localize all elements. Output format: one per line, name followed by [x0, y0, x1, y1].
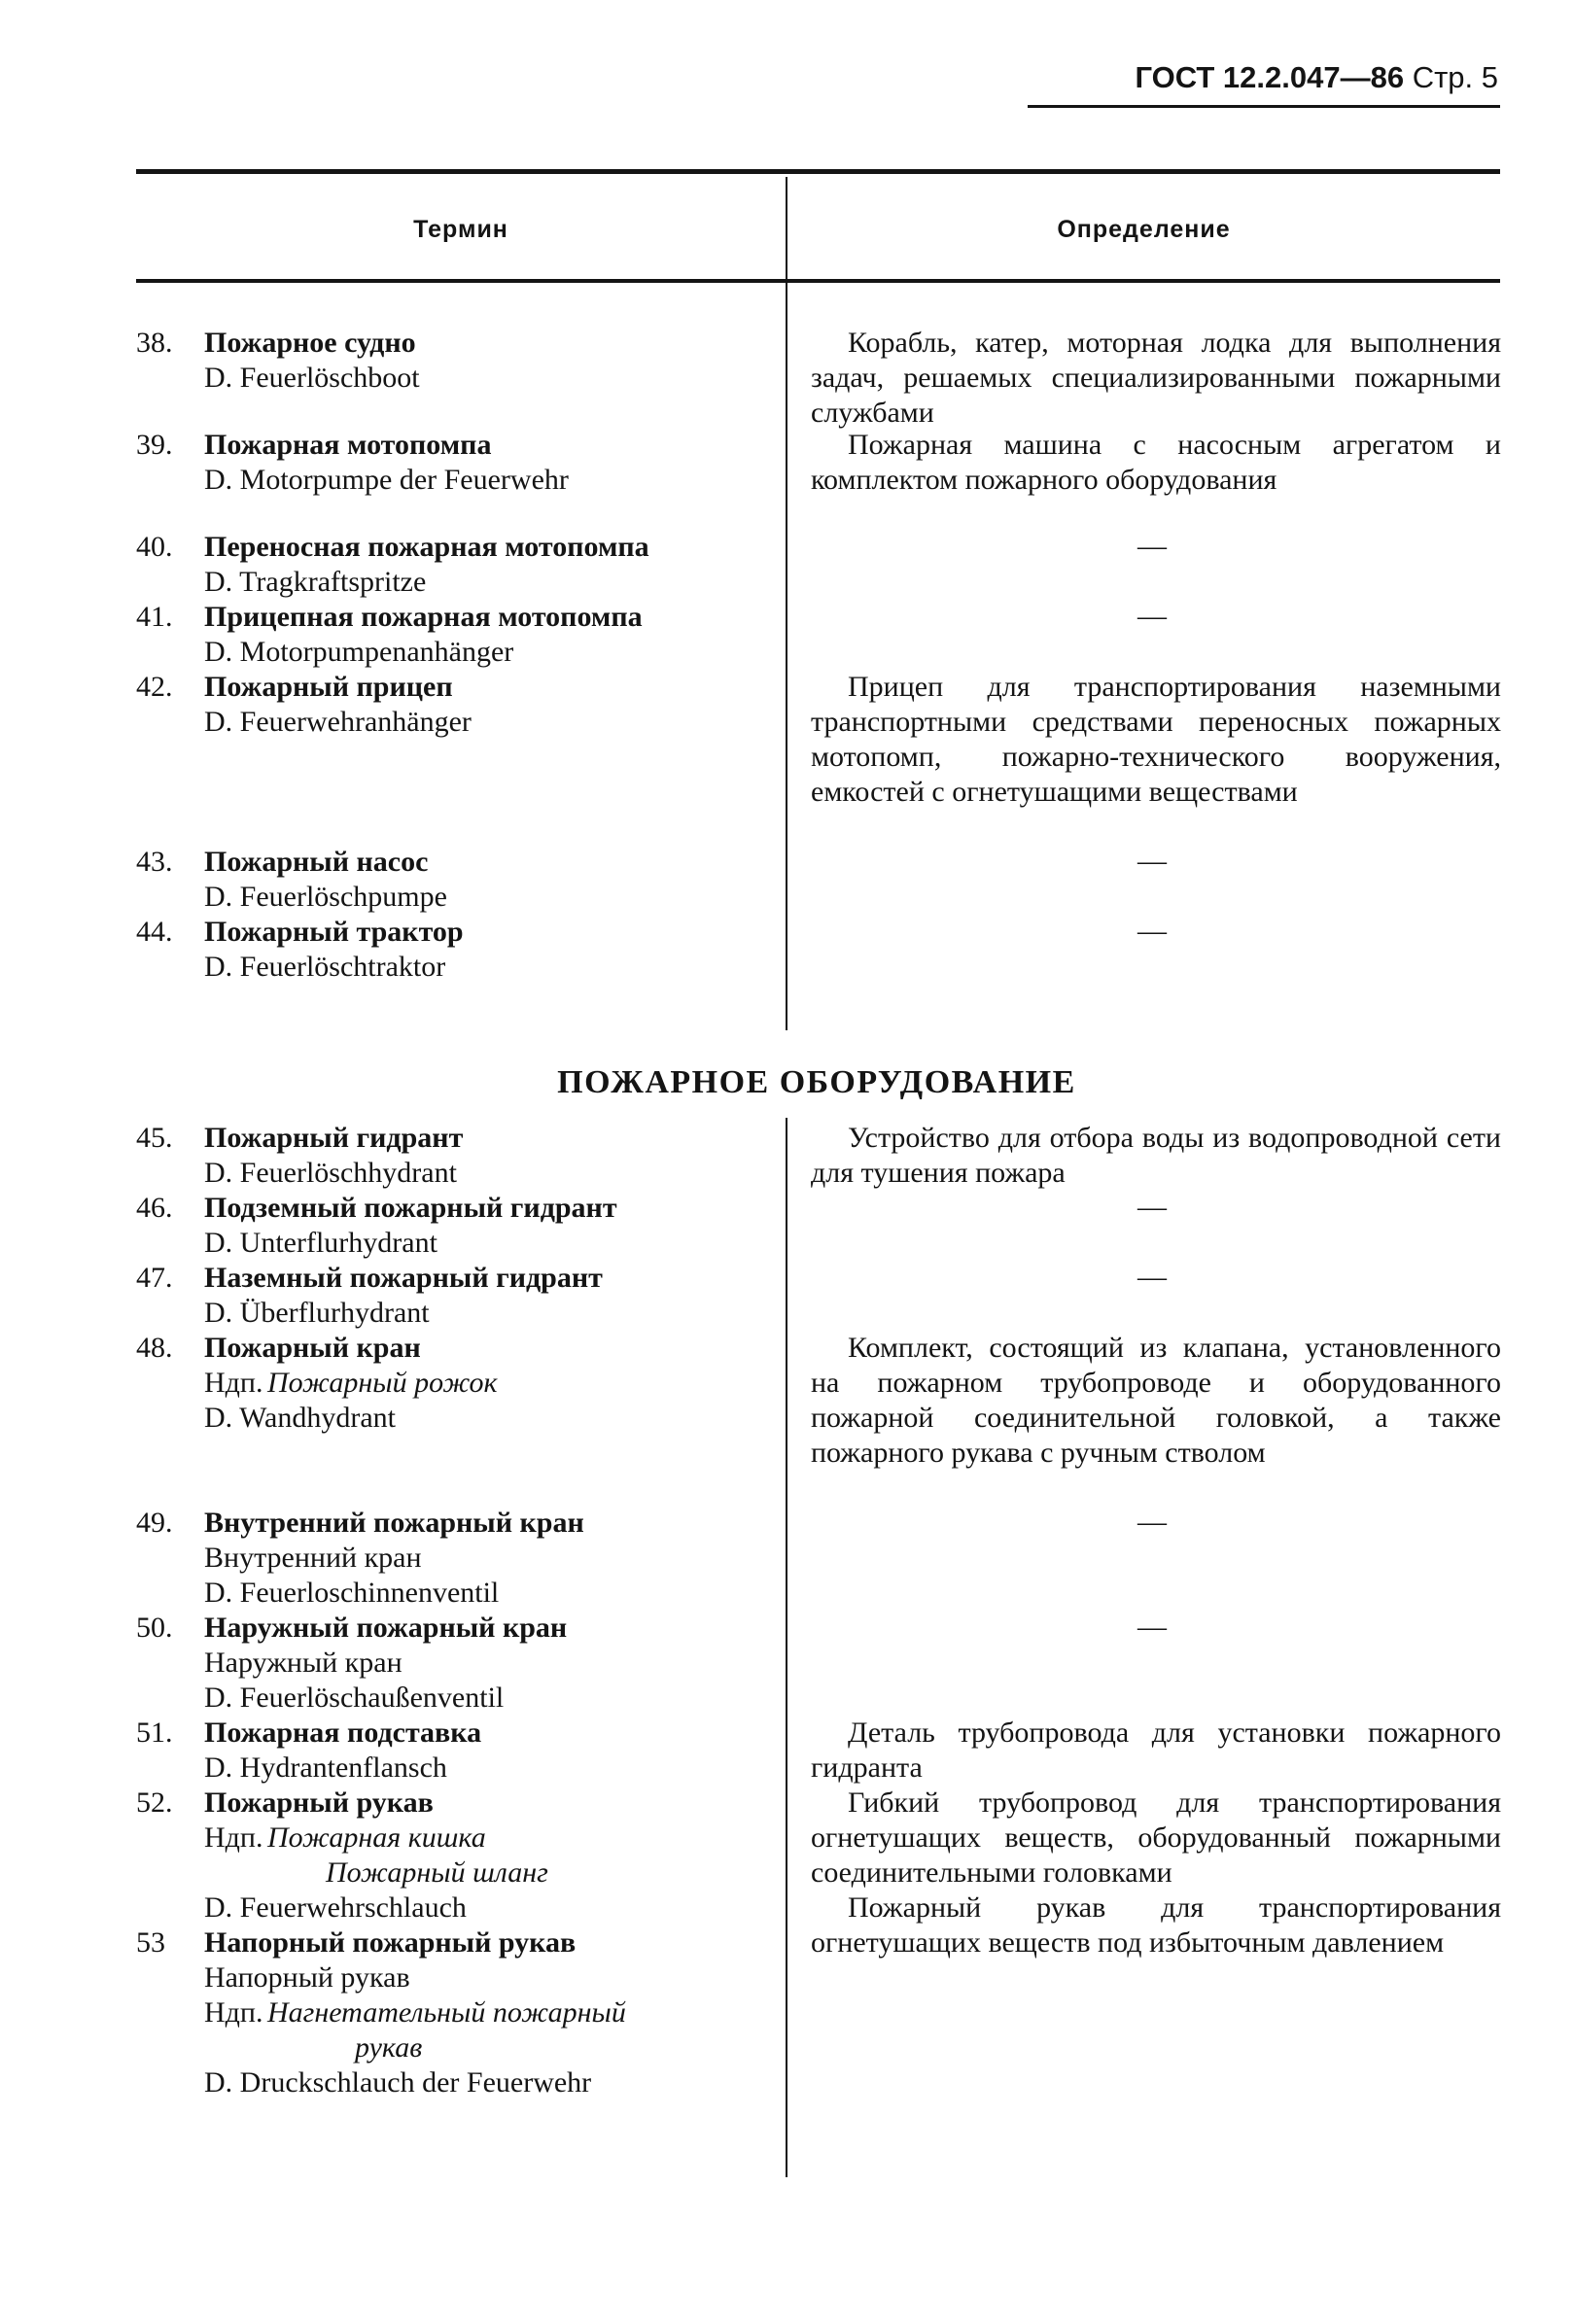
term-line — [136, 1856, 778, 1890]
deprecated-label: Ндп. — [204, 1821, 263, 1854]
term-line — [136, 880, 778, 915]
term-entry — [136, 1925, 778, 2100]
term-line — [136, 1506, 778, 1541]
definition-text — [811, 1716, 1501, 1786]
term-line — [136, 1960, 778, 1995]
german-equivalent: D. Feuerlöschboot — [204, 362, 420, 394]
term-line — [136, 1541, 778, 1576]
deprecated-term: Нагнетательный пожарный — [267, 1996, 626, 2029]
term-number: 50. — [136, 1612, 173, 1644]
deprecated-term: Пожарный рожок — [267, 1367, 498, 1399]
term-number: 40. — [136, 531, 173, 563]
term-line — [136, 1681, 778, 1716]
definition-paragraph: Устройство для отбора воды из водопроводной сети для тушения пожара — [811, 1122, 1501, 1189]
term-entry — [136, 1121, 778, 1191]
term-line — [136, 463, 778, 498]
column-header-definition: Определение — [1057, 216, 1231, 243]
term-name: Пожарная мотопомпа — [204, 429, 492, 461]
definition-dash: — — [1137, 600, 1167, 632]
deprecated-label: Ндп. — [204, 1996, 263, 2029]
term-name: Наружный пожарный кран — [204, 1612, 568, 1644]
term-entry — [136, 530, 778, 600]
term-line — [136, 428, 778, 463]
term-line — [136, 1716, 778, 1751]
definition-dash: — — [1137, 1191, 1167, 1223]
deprecated-label: Ндп. — [204, 1367, 263, 1399]
definition-paragraph: Гибкий трубопровод для транспортирования огнетушащих веществ, оборудованный пожарными соединительными головками — [811, 1786, 1501, 1889]
column-divider — [786, 1118, 787, 2177]
german-equivalent: D. Unterflurhydrant — [204, 1227, 437, 1259]
term-line — [136, 915, 778, 950]
german-equivalent: D. Wandhydrant — [204, 1402, 396, 1434]
definition-dash: — — [1137, 1506, 1167, 1538]
term-name: Переносная пожарная мотопомпа — [204, 531, 649, 563]
term-line — [136, 1296, 778, 1331]
term-entry — [136, 428, 778, 498]
term-number: 41. — [136, 601, 173, 633]
term-line — [136, 600, 778, 635]
german-equivalent: D. Feuerloschinnenventil — [204, 1577, 500, 1609]
term-number: 51. — [136, 1717, 173, 1749]
term-line — [136, 1995, 778, 2030]
term-name: Пожарная подставка — [204, 1717, 482, 1749]
term-number: 43. — [136, 846, 173, 878]
term-line — [136, 1401, 778, 1436]
term-entry — [136, 600, 778, 670]
term-name: Пожарный трактор — [204, 916, 464, 948]
term-line — [136, 2065, 778, 2100]
term-entry — [136, 1716, 778, 1786]
term-number: 47. — [136, 1262, 173, 1294]
definition-text — [811, 1331, 1501, 1471]
term-entry — [136, 915, 778, 985]
term-line — [136, 845, 778, 880]
table-top-rule — [136, 169, 1500, 174]
term-name: Пожарное судно — [204, 327, 416, 359]
term-number: 39. — [136, 429, 173, 461]
definition-dash: — — [1137, 915, 1167, 947]
column-divider — [786, 177, 787, 1030]
german-equivalent: D. Feuerlöschtraktor — [204, 951, 446, 983]
definition-text — [811, 1890, 1501, 1960]
term-line — [136, 1646, 778, 1681]
term-number: 45. — [136, 1122, 173, 1154]
term-synonym: Наружный кран — [204, 1647, 402, 1679]
definition-paragraph: Корабль, катер, моторная лодка для выполнения задач, решаемых специализированными пожарными службами — [811, 327, 1501, 429]
definition-text — [811, 428, 1501, 498]
german-equivalent: D. Feuerwehranhänger — [204, 706, 472, 738]
term-number: 53 — [136, 1926, 165, 1959]
term-line — [136, 1751, 778, 1786]
term-number: 46. — [136, 1192, 173, 1224]
definition-dash: — — [1137, 1611, 1167, 1643]
term-line — [136, 705, 778, 740]
page-header — [1135, 60, 1498, 95]
term-line — [136, 1261, 778, 1296]
term-line — [136, 1226, 778, 1261]
column-header-term: Термин — [413, 216, 508, 243]
term-name: Внутренний пожарный кран — [204, 1507, 584, 1539]
term-line — [136, 326, 778, 361]
german-equivalent: D. Hydrantenflansch — [204, 1752, 447, 1784]
term-entry — [136, 670, 778, 740]
term-line — [136, 2030, 778, 2065]
term-name: Пожарный рукав — [204, 1786, 434, 1819]
definition-dash: — — [1137, 1261, 1167, 1293]
term-entry — [136, 326, 778, 396]
definition-paragraph: Деталь трубопровода для установки пожарного гидранта — [811, 1717, 1501, 1784]
term-number: 48. — [136, 1332, 173, 1364]
german-equivalent: D. Tragkraftspritze — [204, 566, 427, 598]
term-name: Пожарный насос — [204, 846, 429, 878]
term-line — [136, 1611, 778, 1646]
definition-paragraph: Комплект, состоящий из клапана, установленного на пожарном трубопроводе и оборудованного пожарной соединительной головкой, а также пожарного рукава с ручным стволом — [811, 1332, 1501, 1469]
deprecated-term: рукав — [355, 2031, 423, 2064]
definition-text — [811, 1786, 1501, 1890]
term-line — [136, 1890, 778, 1925]
term-entry — [136, 1506, 778, 1611]
header-rule — [1028, 105, 1500, 108]
definition-text — [811, 1121, 1501, 1191]
definition-paragraph: Прицеп для транспортирования наземными транспортными средствами переносных пожарных мотопомп, пожарно-технического вооружения, емкостей с огнетушащими веществами — [811, 671, 1501, 808]
term-line — [136, 565, 778, 600]
term-line — [136, 1366, 778, 1401]
term-name: Пожарный прицеп — [204, 671, 453, 703]
german-equivalent: D. Motorpumpenanhänger — [204, 636, 514, 668]
term-line — [136, 1925, 778, 1960]
german-equivalent: D. Motorpumpe der Feuerwehr — [204, 464, 569, 496]
definition-text — [811, 326, 1501, 431]
term-number: 44. — [136, 916, 173, 948]
definition-dash: — — [1137, 845, 1167, 877]
term-number: 38. — [136, 327, 173, 359]
term-line — [136, 670, 778, 705]
term-entry — [136, 1611, 778, 1716]
term-name: Напорный пожарный рукав — [204, 1926, 577, 1959]
deprecated-term: Пожарная кишка — [267, 1821, 486, 1854]
table-header-rule — [136, 279, 1500, 283]
term-line — [136, 1821, 778, 1856]
german-equivalent: D. Feuerlöschhydrant — [204, 1157, 457, 1189]
term-name: Пожарный кран — [204, 1332, 421, 1364]
german-equivalent: D. Feuerlöschaußenventil — [204, 1682, 505, 1714]
german-equivalent: D. Feuerlöschpumpe — [204, 881, 447, 913]
term-name: Пожарный гидрант — [204, 1122, 464, 1154]
term-line — [136, 1786, 778, 1821]
term-line — [136, 635, 778, 670]
german-equivalent: D. Feuerwehrschlauch — [204, 1891, 467, 1924]
term-number: 49. — [136, 1507, 173, 1539]
term-entry — [136, 845, 778, 915]
term-line — [136, 1121, 778, 1156]
term-synonym: Внутренний кран — [204, 1542, 422, 1574]
deprecated-term: Пожарный шланг — [326, 1856, 548, 1889]
term-entry — [136, 1786, 778, 1925]
term-number: 52. — [136, 1786, 173, 1819]
page-number: Стр. 5 — [1412, 60, 1498, 94]
term-entry — [136, 1261, 778, 1331]
definition-paragraph: Пожарная машина с насосным агрегатом и комплектом пожарного оборудования — [811, 429, 1501, 496]
term-line — [136, 1191, 778, 1226]
definition-paragraph: Пожарный рукав для транспортирования огнетушащих веществ под избыточным давлением — [811, 1891, 1501, 1959]
german-equivalent: D. Druckschlauch der Feuerwehr — [204, 2066, 592, 2099]
term-entry — [136, 1191, 778, 1261]
term-line — [136, 530, 778, 565]
definition-text — [811, 670, 1501, 810]
term-line — [136, 1576, 778, 1611]
definition-dash: — — [1137, 530, 1167, 562]
term-line — [136, 361, 778, 396]
term-name: Подземный пожарный гидрант — [204, 1192, 617, 1224]
term-line — [136, 1156, 778, 1191]
term-name: Прицепная пожарная мотопомпа — [204, 601, 643, 633]
term-synonym: Напорный рукав — [204, 1961, 410, 1994]
section-title: ПОЖАРНОЕ ОБОРУДОВАНИЕ — [557, 1064, 1076, 1100]
term-number: 42. — [136, 671, 173, 703]
term-line — [136, 950, 778, 985]
standard-number: ГОСТ 12.2.047—86 — [1135, 60, 1405, 94]
term-line — [136, 1331, 778, 1366]
german-equivalent: D. Überflurhydrant — [204, 1297, 430, 1329]
term-name: Наземный пожарный гидрант — [204, 1262, 603, 1294]
term-entry — [136, 1331, 778, 1436]
